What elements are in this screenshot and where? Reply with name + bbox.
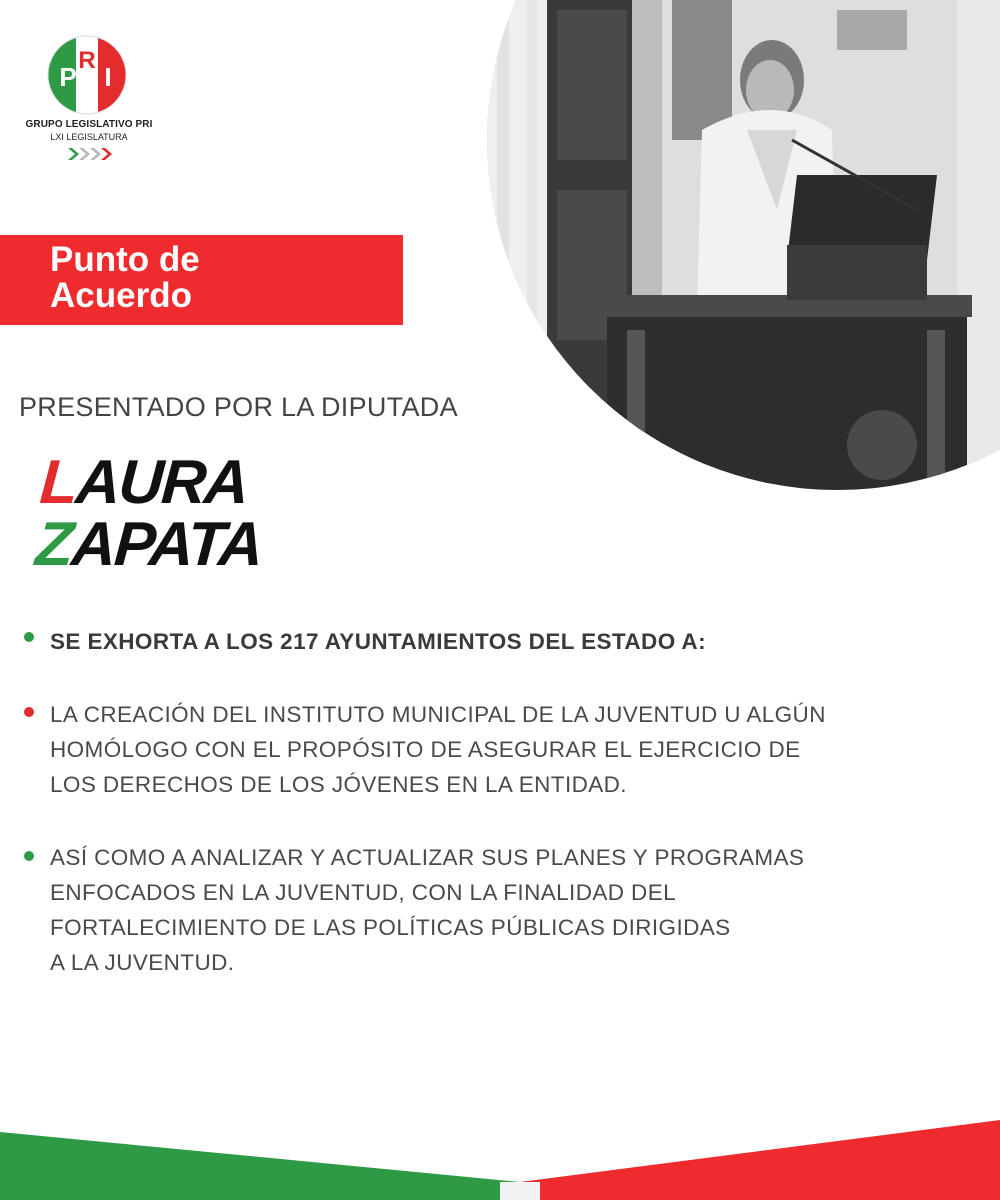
bullet-dot-green — [24, 851, 34, 861]
last-name-rest: APATA — [69, 510, 264, 579]
first-name-rest: AURA — [73, 448, 250, 517]
bullet-dot-green — [24, 632, 34, 642]
deputy-name — [33, 448, 268, 579]
presented-by-label: PRESENTADO POR LA DIPUTADA — [19, 392, 458, 422]
speaker-photo-illustration — [487, 0, 1000, 490]
banner-title-line1: Punto de — [50, 240, 200, 279]
logo-letter-i: I — [104, 62, 112, 92]
deputy-first-name — [37, 448, 268, 517]
logo-legislature: LXI LEGISLATURA — [50, 132, 128, 142]
chevrons-icon — [68, 148, 112, 160]
footer-stripes — [0, 1110, 1000, 1200]
bullet-exhorta — [50, 624, 950, 659]
logo-letter-p: P — [59, 62, 77, 92]
deputy-last-name — [33, 510, 264, 579]
bullet-line: LA CREACIÓN DEL INSTITUTO MUNICIPAL DE LA JUVENTUD U ALGÚN — [50, 702, 826, 727]
bullet-instituto — [50, 697, 950, 802]
bullet-line: A LA JUVENTUD. — [50, 950, 235, 975]
banner-title — [50, 242, 200, 314]
banner-title-line2: Acuerdo — [50, 276, 192, 315]
last-name-initial: Z — [33, 510, 75, 579]
pri-logo-icon — [46, 34, 128, 116]
pri-logo — [18, 34, 160, 164]
logo-group-name: GRUPO LEGISLATIVO PRI — [25, 119, 153, 130]
bullet-dot-red — [24, 707, 34, 717]
bullet-line: ENFOCADOS EN LA JUVENTUD, CON LA FINALIDAD DEL — [50, 880, 677, 905]
logo-letter-r: R — [78, 47, 96, 74]
bullet-line: LOS DERECHOS DE LOS JÓVENES EN LA ENTIDAD. — [50, 772, 627, 797]
speaker-photo — [487, 0, 1000, 490]
bullet-line: FORTALECIMIENTO DE LAS POLÍTICAS PÚBLICAS DIRIGIDAS — [50, 915, 731, 940]
bullet-planes — [50, 840, 950, 980]
bullet-line: SE EXHORTA A LOS 217 AYUNTAMIENTOS DEL ESTADO A: — [50, 629, 706, 654]
bullet-line: ASÍ COMO A ANALIZAR Y ACTUALIZAR SUS PLANES Y PROGRAMAS — [50, 845, 805, 870]
first-name-initial: L — [37, 448, 79, 517]
bullet-line: HOMÓLOGO CON EL PROPÓSITO DE ASEGURAR EL EJERCICIO DE — [50, 737, 801, 762]
